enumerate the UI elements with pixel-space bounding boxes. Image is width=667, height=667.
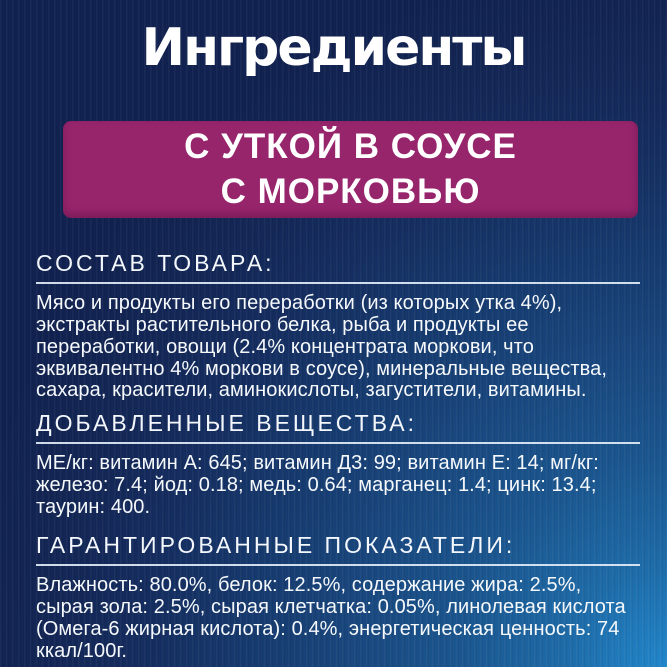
heading-underline [36,564,640,566]
heading-underline [36,282,640,284]
section-composition-heading: СОСТАВ ТОВАРА: [36,250,275,276]
flavor-banner [63,121,638,218]
page-title: Ингредиенты [141,18,526,78]
section-added-substances [36,411,640,519]
flavor-banner-line-1: С УТКОЙ В СОУСЕ [184,127,517,167]
section-added-substances-body: МЕ/кг: витамин А: 645; витамин Д3: 99; витамин Е: 14; мг/кг: железо: 7.4; йод: 0.18; медь: 0.64; марганец: 1.4; цинк: 13.4; таурин: 400. [36,452,599,518]
section-guaranteed-analysis-body: Влажность: 80.0%, белок: 12.5%, содержание жира: 2.5%, сырая зола: 2.5%, сырая клетчатка: 0.05%, линолевая кислота (Омега-6 жирная кислота): 0.4%, энергетическая ценность: 74 ккал/100г. [36,574,626,662]
section-guaranteed-analysis-heading: ГАРАНТИРОВАННЫЕ ПОКАЗАТЕЛИ: [36,532,516,558]
section-added-substances-heading: ДОБАВЛЕННЫЕ ВЕЩЕСТВА: [36,410,418,436]
section-composition [36,251,640,402]
flavor-banner-line-2: С МОРКОВЬЮ [220,171,481,211]
section-composition-body: Мясо и продукты его переработки (из которых утка 4%), экстракты растительного белка, рыба и продукты ее переработки, овощи (2.4% концентрата моркови, что эквивалентно 4% моркови в соусе), минеральные вещества, сахара, красители, аминокислоты, загустители, витамины. [36,292,608,402]
heading-underline [36,442,640,444]
section-guaranteed-analysis [36,533,640,662]
